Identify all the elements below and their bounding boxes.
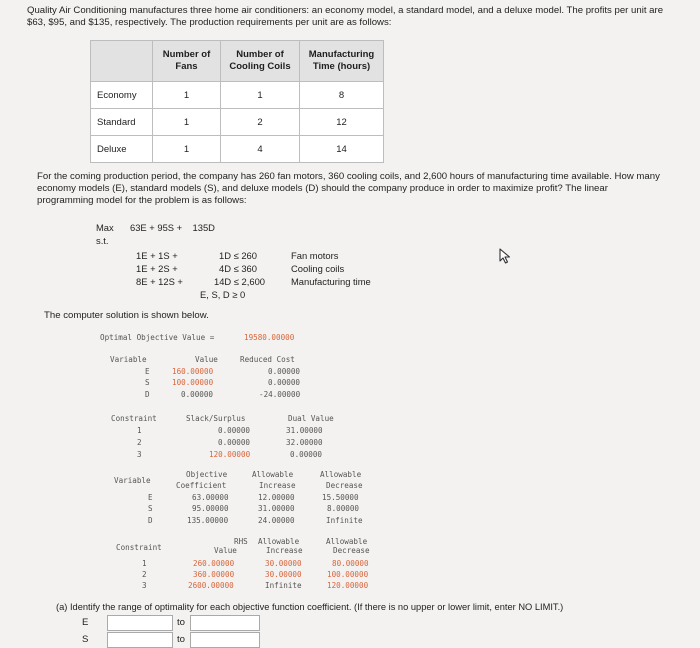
- table-header-row: [91, 41, 384, 82]
- rhs-header-inc-line2: Increase: [266, 546, 303, 555]
- rhs-value: 360.00000: [193, 570, 235, 579]
- e-upper-limit-input[interactable]: [190, 615, 260, 631]
- con-header-dual: Dual Value: [288, 414, 334, 423]
- to-label: to: [177, 634, 186, 645]
- var-reduced-cost: 0.00000: [268, 378, 301, 387]
- rhs-header-inc-line1: Allowable: [258, 537, 300, 546]
- row-model: Economy: [91, 82, 153, 109]
- obj-dec: Infinite: [326, 516, 363, 525]
- rhs-con-name: 2: [142, 570, 147, 579]
- rhs-header-dec-line2: Decrease: [333, 546, 370, 555]
- obj-dec: 8.00000: [327, 504, 360, 513]
- objective-value-label: Optimal Objective Value =: [100, 333, 215, 342]
- obj-header-inc-line1: Allowable: [252, 470, 294, 479]
- lp-max-label: Max: [96, 222, 114, 233]
- header-blank-cell: [91, 41, 153, 82]
- period-paragraph: For the coming production period, the company has 260 fan motors, 360 cooling coils, and 2,600 hours of manufacturing time available. How many economy models (E), standard models (S), and deluxe models (D) should the company produce in order to maximize profit? The linear programming model for the problem is as follows:: [37, 171, 660, 206]
- row-model: Standard: [91, 109, 153, 136]
- var-value: 100.00000: [172, 378, 214, 387]
- obj-var-name: S: [148, 504, 153, 513]
- rhs-inc: Infinite: [265, 581, 302, 590]
- cursor-pointer-icon: [497, 248, 513, 269]
- rhs-header-constraint: Constraint: [116, 543, 162, 552]
- answer-var-label: E: [82, 617, 89, 628]
- con-dual: 0.00000: [290, 450, 323, 459]
- rhs-dec: 100.00000: [327, 570, 369, 579]
- rhs-inc: 30.00000: [265, 570, 302, 579]
- row-time: 8: [300, 82, 384, 109]
- header-time: Manufacturing Time (hours): [300, 41, 384, 82]
- row-time: 12: [300, 109, 384, 136]
- con-slack: 0.00000: [218, 426, 251, 435]
- con-name: 3: [137, 450, 142, 459]
- var-header-value: Value: [195, 355, 218, 364]
- obj-inc: 12.00000: [258, 493, 295, 502]
- rhs-value: 2600.00000: [188, 581, 234, 590]
- computer-solution-label: The computer solution is shown below.: [44, 310, 209, 321]
- rhs-value: 260.00000: [193, 559, 235, 568]
- answer-var-label: S: [82, 634, 89, 645]
- obj-header-dec-line1: Allowable: [320, 470, 362, 479]
- row-coils: 4: [221, 136, 300, 163]
- rhs-dec: 120.00000: [327, 581, 369, 590]
- obj-inc: 24.00000: [258, 516, 295, 525]
- obj-header-coef-line1: Objective: [186, 470, 228, 479]
- lp-constraint-lhs: 1E + 1S +: [136, 250, 178, 261]
- obj-coef: 95.00000: [192, 504, 229, 513]
- objective-value: 19580.00000: [244, 333, 295, 342]
- lp-nonnegativity: E, S, D ≥ 0: [200, 289, 246, 300]
- row-model: Deluxe: [91, 136, 153, 163]
- rhs-header-dec-line1: Allowable: [326, 537, 368, 546]
- rhs-header-rhs-line2: Value: [214, 546, 237, 555]
- question-a: (a) Identify the range of optimality for each objective function coefficient. (If there is no upper or lower limit, enter NO LIMIT.): [56, 602, 564, 612]
- obj-var-name: E: [148, 493, 153, 502]
- con-slack: 0.00000: [218, 438, 251, 447]
- table-row: [91, 82, 384, 109]
- obj-coef: 135.00000: [187, 516, 229, 525]
- lp-constraint-lhs: 8E + 12S +: [136, 276, 183, 287]
- obj-dec: 15.50000: [322, 493, 359, 502]
- lp-constraint-desc: Manufacturing time: [291, 276, 371, 287]
- lp-st-label: s.t.: [96, 235, 109, 246]
- row-coils: 2: [221, 109, 300, 136]
- lp-constraint-desc: Fan motors: [291, 250, 339, 261]
- row-fans: 1: [153, 82, 221, 109]
- con-dual: 31.00000: [286, 426, 323, 435]
- var-name: S: [145, 378, 150, 387]
- var-reduced-cost: 0.00000: [268, 367, 301, 376]
- var-header-variable: Variable: [110, 355, 147, 364]
- table-row: [91, 109, 384, 136]
- var-name: E: [145, 367, 150, 376]
- rhs-con-name: 1: [142, 559, 147, 568]
- var-reduced-cost: -24.00000: [259, 390, 301, 399]
- con-header-constraint: Constraint: [111, 414, 157, 423]
- header-coils: Number of Cooling Coils: [221, 41, 300, 82]
- row-fans: 1: [153, 109, 221, 136]
- to-label: to: [177, 617, 186, 628]
- con-name: 2: [137, 438, 142, 447]
- lp-constraint-lhs: 1E + 2S +: [136, 263, 178, 274]
- var-header-reduced-cost: Reduced Cost: [240, 355, 295, 364]
- obj-coef: 63.00000: [192, 493, 229, 502]
- obj-inc: 31.00000: [258, 504, 295, 513]
- table-row: [91, 136, 384, 163]
- lp-constraint-rhs: 4D ≤ 360: [219, 263, 257, 274]
- con-dual: 32.00000: [286, 438, 323, 447]
- rhs-con-name: 3: [142, 581, 147, 590]
- obj-header-dec-line2: Decrease: [326, 481, 363, 490]
- con-slack: 120.00000: [209, 450, 251, 459]
- var-name: D: [145, 390, 150, 399]
- lp-constraint-desc: Cooling coils: [291, 263, 345, 274]
- con-name: 1: [137, 426, 142, 435]
- lp-constraint-rhs: 14D ≤ 2,600: [214, 276, 266, 287]
- lp-objective: 63E + 95S + 135D: [130, 222, 215, 233]
- lp-constraint-rhs: 1D ≤ 260: [219, 250, 257, 261]
- intro-paragraph: Quality Air Conditioning manufactures three home air conditioners: an economy model, a standard model, and a deluxe model. The profits per unit are $63, $95, and $135, respectively. The production requirements per unit are as follows:: [27, 5, 664, 28]
- obj-header-variable: Variable: [114, 476, 151, 485]
- obj-header-coef-line2: Coefficient: [176, 481, 227, 490]
- row-fans: 1: [153, 136, 221, 163]
- rhs-inc: 30.00000: [265, 559, 302, 568]
- rhs-dec: 80.00000: [332, 559, 369, 568]
- header-fans: Number of Fans: [153, 41, 221, 82]
- obj-var-name: D: [148, 516, 153, 525]
- e-lower-limit-input[interactable]: [107, 615, 173, 631]
- rhs-header-rhs-line1: RHS: [234, 537, 248, 546]
- row-time: 14: [300, 136, 384, 163]
- obj-header-inc-line2: Increase: [259, 481, 296, 490]
- var-value: 0.00000: [181, 390, 214, 399]
- con-header-slack: Slack/Surplus: [186, 414, 246, 423]
- var-value: 160.00000: [172, 367, 214, 376]
- row-coils: 1: [221, 82, 300, 109]
- product-requirements-table: [90, 40, 384, 163]
